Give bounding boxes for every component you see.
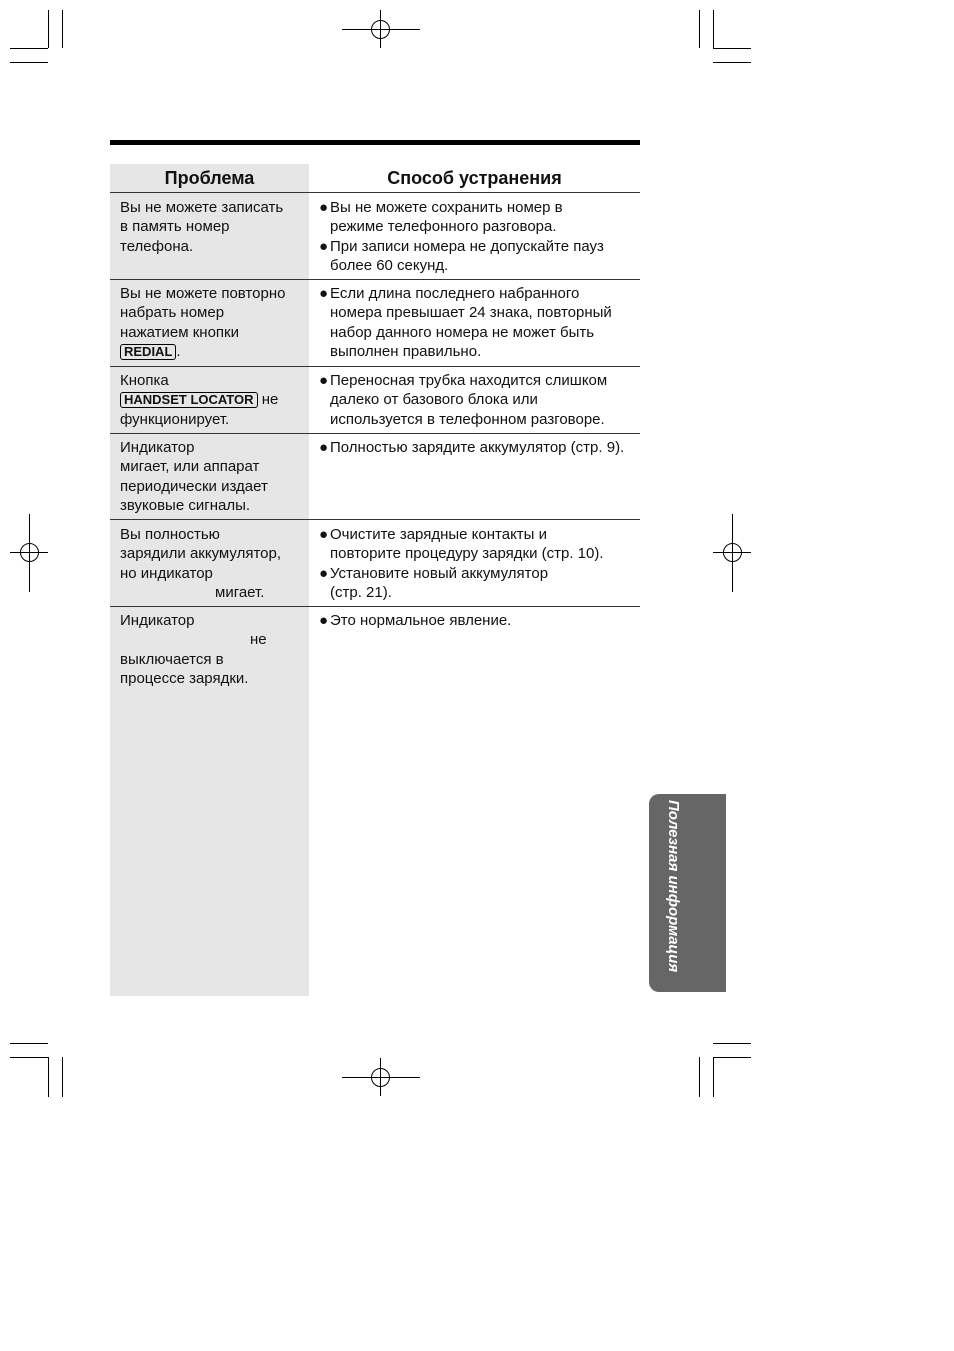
bullet-icon: ● [319, 564, 329, 582]
solution-line: Это нормальное явление. [330, 612, 512, 629]
bullet-icon: ● [319, 372, 329, 389]
solution-cell [319, 611, 641, 630]
solution-bullet [319, 438, 641, 457]
bullet-icon: ● [319, 526, 329, 543]
problem-cell [120, 525, 306, 602]
solution-bullet [319, 198, 641, 237]
top-rule [110, 140, 640, 145]
crop-mark [48, 1057, 49, 1097]
registration-circle [371, 20, 390, 39]
problem-line: Индикатор [120, 612, 195, 629]
solution-bullet [319, 371, 641, 429]
solution-bullet [319, 284, 641, 361]
problem-line: выключается в [120, 650, 224, 668]
solution-cell [319, 198, 641, 275]
solution-bullet [319, 525, 641, 564]
crop-mark [713, 1057, 714, 1097]
crop-mark [699, 10, 700, 48]
row-divider [110, 192, 640, 193]
crop-mark [713, 1043, 751, 1044]
solution-bullet [319, 611, 641, 630]
header-solution: Способ устранения [387, 168, 562, 188]
registration-circle [20, 543, 39, 562]
solution-line: режиме телефонного разговора. [330, 218, 557, 236]
row-divider [110, 279, 640, 280]
crop-mark [713, 62, 751, 63]
problem-line: не [250, 631, 267, 649]
problem-line [120, 390, 306, 409]
bullet-icon: ● [319, 439, 329, 456]
solution-line: номера превышает 24 знака, повторный [330, 304, 612, 322]
solution-line: далеко от базового блока или [330, 391, 538, 409]
row-divider [110, 433, 640, 434]
solution-line: используется в телефонном разговоре. [330, 410, 605, 428]
problem-line: Вы не можете повторно [120, 285, 286, 302]
header-problem: Проблема [164, 168, 255, 188]
problem-line: Кнопка [120, 372, 169, 389]
problem-line: Вы полностью [120, 526, 220, 543]
bullet-icon: ● [319, 612, 329, 629]
crop-mark [10, 48, 48, 49]
section-tab-text: Полезная информация [665, 800, 682, 973]
solution-line: набор данного номера не может быть [330, 323, 595, 341]
solution-line: выполнен правильно. [330, 342, 482, 360]
problem-cell [120, 438, 306, 515]
row-divider [110, 606, 640, 607]
problem-line: Индикатор [120, 439, 195, 456]
problem-line: периодически издает [120, 477, 268, 495]
bullet-icon: ● [319, 199, 329, 216]
registration-circle [371, 1068, 390, 1087]
crop-mark [699, 1057, 700, 1097]
problem-line: мигает. [215, 583, 265, 601]
problem-text: . [176, 342, 181, 360]
problem-line: функционирует. [120, 410, 230, 428]
problem-line: но индикатор [120, 564, 213, 582]
problem-line: телефона. [120, 237, 194, 255]
solution-line: более 60 секунд. [330, 256, 449, 274]
crop-mark [713, 10, 714, 48]
solution-line: Полностью зарядите аккумулятор (стр. 9). [330, 439, 625, 456]
registration-circle [723, 543, 742, 562]
section-tab [649, 794, 726, 992]
handset-locator-key: HANDSET LOCATOR [120, 392, 258, 408]
crop-mark [10, 62, 48, 63]
solution-line: Установите новый аккумулятор [330, 564, 549, 582]
problem-cell [120, 371, 306, 429]
redial-key: REDIAL [120, 344, 176, 360]
solution-cell [319, 525, 641, 602]
problem-line: Вы не можете записать [120, 199, 284, 216]
crop-mark [62, 10, 63, 48]
solution-cell [319, 438, 641, 457]
problem-line [120, 342, 306, 361]
solution-bullet [319, 564, 641, 603]
crop-mark [48, 10, 49, 48]
section-tab-label [662, 800, 684, 986]
bullet-icon: ● [319, 237, 329, 255]
problem-text: не [257, 391, 279, 409]
problem-cell [120, 284, 306, 361]
bullet-icon: ● [319, 285, 329, 302]
problem-line: набрать номер [120, 304, 225, 322]
solution-bullet [319, 237, 641, 276]
solution-line: Очистите зарядные контакты и [330, 526, 547, 543]
problem-line: процессе зарядки. [120, 669, 249, 687]
row-divider [110, 366, 640, 367]
solution-line: Переносная трубка находится слишком [330, 372, 608, 389]
solution-line: (стр. 21). [330, 583, 392, 601]
problem-line: звуковые сигналы. [120, 496, 251, 514]
crop-mark [10, 1043, 48, 1044]
solution-line: Если длина последнего набранного [330, 285, 580, 302]
problem-line: нажатием кнопки [120, 323, 239, 341]
crop-mark [10, 1057, 48, 1058]
solution-cell [319, 371, 641, 429]
crop-mark [62, 1057, 63, 1097]
problem-line: в память номер [120, 218, 230, 236]
crop-mark [713, 48, 751, 49]
solution-line: Вы не можете сохранить номер в [330, 199, 563, 216]
crop-mark [713, 1057, 751, 1058]
solution-line: При записи номера не допускайте пауз [330, 237, 604, 255]
problem-cell [120, 198, 306, 256]
problem-cell [120, 611, 306, 688]
problem-line: зарядили аккумулятор, [120, 545, 281, 563]
solution-line: повторите процедуру зарядки (стр. 10). [330, 545, 604, 563]
solution-cell [319, 284, 641, 361]
problem-line: мигает, или аппарат [120, 458, 260, 476]
row-divider [110, 519, 640, 520]
